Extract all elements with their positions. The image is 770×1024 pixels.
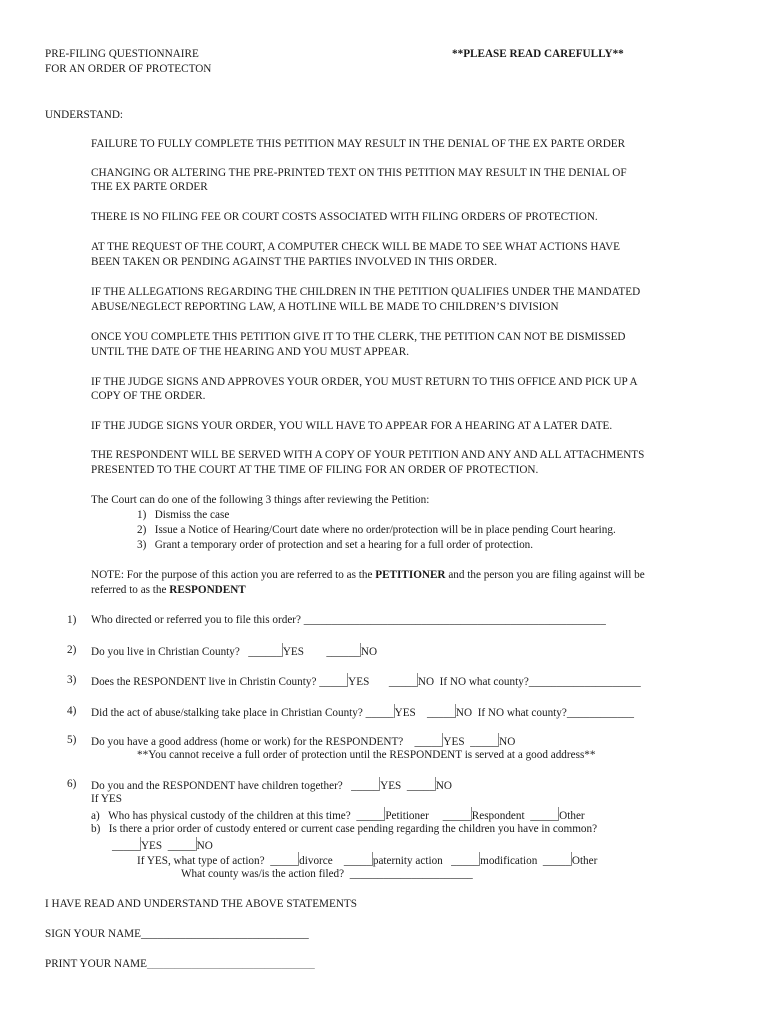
referred-by-field[interactable]: ______________________________________________________ xyxy=(303,614,606,626)
sign-name-row xyxy=(45,927,309,942)
q6b-no-checkbox[interactable]: _____ xyxy=(168,840,197,852)
note-line1: NOTE: For the purpose of this action you are referred to as the PETITIONER and the person you are filing against will be xyxy=(91,569,645,581)
question-4: Did the act of abuse/stalking take place in Christian County? _____YES _____NO If NO what county?____________ xyxy=(91,704,634,721)
q6b-yes-checkbox[interactable]: _____ xyxy=(112,840,141,852)
statement-2-line2: THE EX PARTE ORDER xyxy=(91,181,208,193)
q4-county-field[interactable]: ____________ xyxy=(566,707,634,719)
q4-no-checkbox[interactable]: _____ xyxy=(427,707,456,719)
q2-yes-label: YES xyxy=(282,646,304,658)
custody-petitioner-checkbox[interactable]: _____ xyxy=(356,810,385,822)
statement-2-line1: CHANGING OR ALTERING THE PRE-PRINTED TEXT ON THIS PETITION MAY RESULT IN THE DENIAL OF xyxy=(91,167,627,179)
court-option-2: 2) Issue a Notice of Hearing/Court date where no order/protection will be in place pending Court hearing. xyxy=(137,524,616,536)
court-option-3: 3) Grant a temporary order of protection and set a hearing for a full order of protection. xyxy=(137,539,534,551)
print-name-label: PRINT YOUR NAME xyxy=(45,958,147,970)
statement-7-line2: COPY OF THE ORDER. xyxy=(91,390,206,402)
print-name-field[interactable]: ______________________________ xyxy=(146,958,315,970)
q3-yes-checkbox[interactable]: _____ xyxy=(319,676,348,688)
q6-no-checkbox[interactable]: _____ xyxy=(407,780,436,792)
petitioner-term: PETITIONER xyxy=(375,569,446,581)
print-name-row xyxy=(45,957,315,972)
q6-yes-checkbox[interactable]: _____ xyxy=(351,780,380,792)
statement-5-line1: IF THE ALLEGATIONS REGARDING THE CHILDREN IN THE PETITION QUALIFIES UNDER THE MANDATED xyxy=(91,286,641,298)
q2-no-label: NO xyxy=(360,646,378,658)
statement-3: THERE IS NO FILING FEE OR COURT COSTS ASSOCIATED WITH FILING ORDERS OF PROTECTION. xyxy=(91,211,598,223)
question-5-number: 5) xyxy=(67,734,77,746)
sign-name-field[interactable]: ______________________________ xyxy=(140,928,309,940)
question-6b: b) Is there a prior order of custody entered or current case pending regarding the children you have in common? xyxy=(91,823,598,835)
understand-heading: UNDERSTAND: xyxy=(45,109,124,121)
read-understand-statement: I HAVE READ AND UNDERSTAND THE ABOVE STATEMENTS xyxy=(45,898,357,910)
question-6b-answers: _____YES _____NO xyxy=(112,837,213,854)
action-paternity-checkbox[interactable]: _____ xyxy=(344,855,373,867)
if-yes-label: If YES xyxy=(91,793,122,805)
statement-1: FAILURE TO FULLY COMPLETE THIS PETITION MAY RESULT IN THE DENIAL OF THE EX PARTE ORDER xyxy=(91,138,626,150)
action-other-checkbox[interactable]: _____ xyxy=(543,855,572,867)
form-title-line2: FOR AN ORDER OF PROTECTON xyxy=(45,63,212,75)
question-3-number: 3) xyxy=(67,674,77,686)
question-5-note: **You cannot receive a full order of protection until the RESPONDENT is served at a good address** xyxy=(137,749,596,761)
court-options-intro: The Court can do one of the following 3 things after reviewing the Petition: xyxy=(91,494,430,506)
read-carefully-notice: **PLEASE READ CAREFULLY** xyxy=(452,48,624,60)
action-modification-checkbox[interactable]: _____ xyxy=(451,855,480,867)
statement-4-line2: BEEN TAKEN OR PENDING AGAINST THE PARTIES INVOLVED IN THIS ORDER. xyxy=(91,256,498,268)
question-1: Who directed or referred you to file this order? ______________________________________________________ xyxy=(91,614,606,626)
q4-yes-checkbox[interactable]: _____ xyxy=(366,707,395,719)
statement-4-line1: AT THE REQUEST OF THE COURT, A COMPUTER CHECK WILL BE MADE TO SEE WHAT ACTIONS HAVE xyxy=(91,241,621,253)
statement-9-line1: THE RESPONDENT WILL BE SERVED WITH A COPY OF YOUR PETITION AND ANY AND ALL ATTACHMENTS xyxy=(91,449,645,461)
note-line2: referred to as the RESPONDENT xyxy=(91,584,246,596)
question-2-number: 2) xyxy=(67,644,77,656)
q2-yes-checkbox[interactable]: ______ xyxy=(248,646,283,658)
statement-6-line1: ONCE YOU COMPLETE THIS PETITION GIVE IT TO THE CLERK, THE PETITION CAN NOT BE DISMISSED xyxy=(91,331,626,343)
question-6a: a) Who has physical custody of the children at this time? _____Petitioner _____Respondent _____Other xyxy=(91,807,585,824)
q5-yes-checkbox[interactable]: _____ xyxy=(414,736,443,748)
action-county-row: What county was/is the action filed? ______________________ xyxy=(181,868,473,880)
sign-name-label: SIGN YOUR NAME xyxy=(45,928,141,940)
question-5: Do you have a good address (home or work) for the RESPONDENT? _____YES _____NO xyxy=(91,733,515,750)
action-county-field[interactable]: ______________________ xyxy=(349,868,473,880)
question-3: Does the RESPONDENT live in Christin County? _____YES _____NO If NO what county?____________________ xyxy=(91,673,641,690)
custody-other-checkbox[interactable]: _____ xyxy=(530,810,559,822)
q2-no-checkbox[interactable]: ______ xyxy=(326,646,361,658)
form-title-line1: PRE-FILING QUESTIONNAIRE xyxy=(45,48,199,60)
action-type-row: If YES, what type of action? _____divorce _____paternity action _____modification _____Other xyxy=(137,852,597,869)
q3-no-checkbox[interactable]: _____ xyxy=(389,676,418,688)
custody-respondent-checkbox[interactable]: _____ xyxy=(443,810,472,822)
question-2: Do you live in Christian County? ______YES ______NO xyxy=(91,643,377,660)
question-4-number: 4) xyxy=(67,705,77,717)
action-divorce-checkbox[interactable]: _____ xyxy=(270,855,299,867)
statement-8: IF THE JUDGE SIGNS YOUR ORDER, YOU WILL HAVE TO APPEAR FOR A HEARING AT A LATER DATE. xyxy=(91,420,613,432)
statement-5-line2: ABUSE/NEGLECT REPORTING LAW, A HOTLINE WILL BE MADE TO CHILDREN’S DIVISION xyxy=(91,301,559,313)
statement-7-line1: IF THE JUDGE SIGNS AND APPROVES YOUR ORDER, YOU MUST RETURN TO THIS OFFICE AND PICK UP A xyxy=(91,376,638,388)
respondent-term: RESPONDENT xyxy=(169,584,246,596)
court-option-1: 1) Dismiss the case xyxy=(137,509,230,521)
question-1-number: 1) xyxy=(67,614,77,626)
q3-county-field[interactable]: ____________________ xyxy=(528,676,641,688)
question-6-number: 6) xyxy=(67,778,77,790)
q5-no-checkbox[interactable]: _____ xyxy=(470,736,499,748)
statement-9-line2: PRESENTED TO THE COURT AT THE TIME OF FILING FOR AN ORDER OF PROTECTION. xyxy=(91,464,539,476)
question-6: Do you and the RESPONDENT have children together? _____YES _____NO xyxy=(91,777,452,794)
statement-6-line2: UNTIL THE DATE OF THE HEARING AND YOU MUST APPEAR. xyxy=(91,346,410,358)
